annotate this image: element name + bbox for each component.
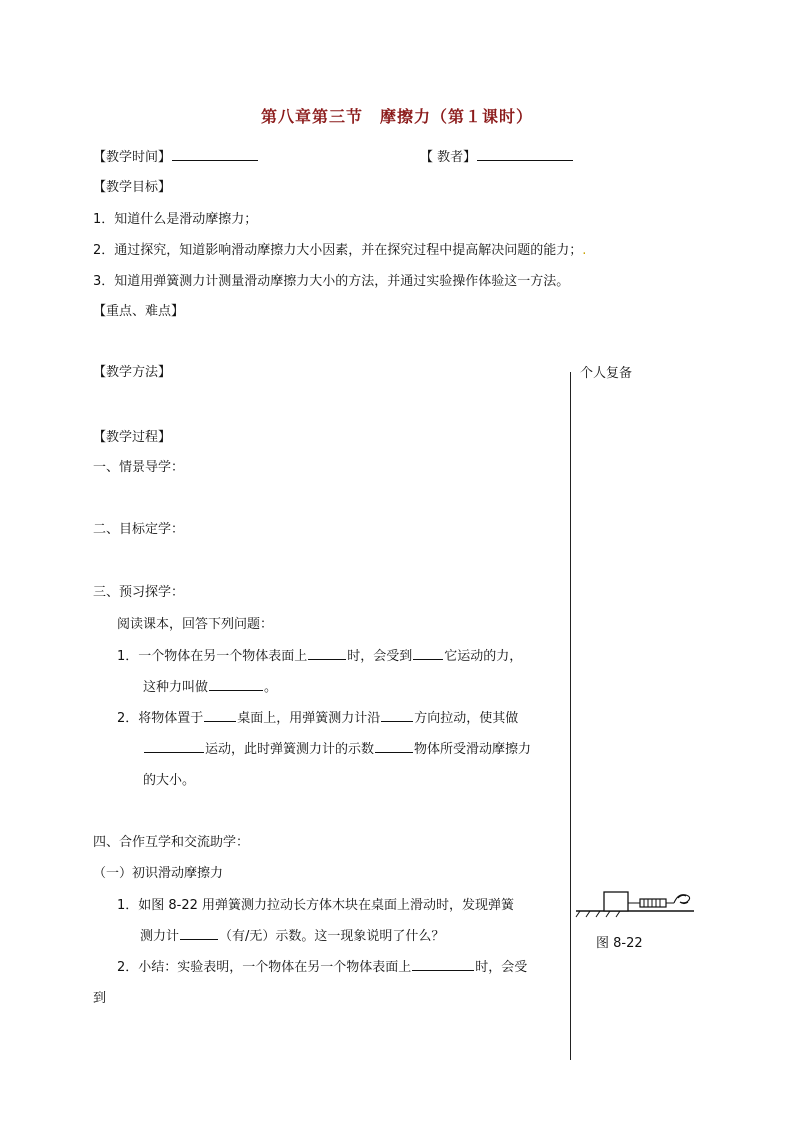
table-hatching <box>576 911 620 917</box>
process-heading: 【教学过程】 <box>93 430 172 445</box>
section-4: 四、合作互学和交流助学： <box>93 835 250 850</box>
goals-heading: 【教学目标】 <box>93 180 172 195</box>
wood-block <box>604 892 628 911</box>
teacher-blank[interactable] <box>477 159 573 161</box>
preview-intro: 阅读课本，回答下列问题： <box>117 617 274 632</box>
q2-blank-2[interactable] <box>381 720 413 722</box>
spring-scale-figure <box>574 884 698 920</box>
section-3: 三、预习探学： <box>93 585 185 600</box>
teacher-row <box>420 146 574 165</box>
teaching-time-label: 【教学时间】 <box>93 150 172 165</box>
page-title: 第八章第三节 摩擦力（第１课时） <box>260 107 533 126</box>
preview-q1: 1．一个物体在另一个物体表面上 时，会受到 它运动的力， <box>117 649 523 664</box>
preview-q2-line3: 的大小。 <box>143 773 196 788</box>
goal-item-2: 2．通过探究，知道影响滑动摩擦力大小因素，并在探究过程中提高解决问题的能力；. <box>93 243 587 258</box>
section-1: 一、情景导学： <box>93 460 185 475</box>
hand-icon <box>674 895 690 904</box>
coop-p2-line2: 到 <box>93 991 107 1006</box>
teaching-time-blank[interactable] <box>172 159 258 161</box>
teacher-label: 【 教者】 <box>420 150 477 165</box>
goal-item-1: 1．知道什么是滑动摩擦力； <box>93 212 258 227</box>
side-divider <box>570 372 571 1060</box>
q1-blank-1[interactable] <box>308 658 346 660</box>
q2-blank-1[interactable] <box>204 720 236 722</box>
coop-p2-blank[interactable] <box>412 969 474 971</box>
figure-caption: 图 8-22 <box>596 936 643 951</box>
coop-p1-line2: 测力计 （有/无）示数。这一现象说明了什么？ <box>140 929 445 944</box>
coop-p1-blank[interactable] <box>180 938 218 940</box>
q2-blank-4[interactable] <box>375 751 413 753</box>
goal-item-3: 3．知道用弹簧测力计测量滑动摩擦力大小的方法，并通过实验操作体验这一方法。 <box>93 274 570 289</box>
section-2: 二、目标定学： <box>93 522 185 537</box>
q2-blank-3[interactable] <box>144 751 204 753</box>
coop-p1: 1．如图 8-22 用弹簧测力拉动长方体木块在桌面上滑动时，发现弹簧 <box>117 898 515 913</box>
side-notes-heading: 个人复备 <box>580 366 633 381</box>
key-points-heading: 【重点、难点】 <box>93 304 185 319</box>
q1-blank-3[interactable] <box>209 689 263 691</box>
method-heading: 【教学方法】 <box>93 365 172 380</box>
q1-blank-2[interactable] <box>413 658 443 660</box>
preview-q2: 2．将物体置于 桌面上，用弹簧测力计沿 方向拉动，使其做 <box>117 711 519 726</box>
teaching-time-row <box>93 146 259 165</box>
coop-p2: 2．小结：实验表明，一个物体在另一个物体表面上 时，会受 <box>117 960 528 975</box>
preview-q2-line2: 运动，此时弹簧测力计的示数 物体所受滑动摩擦力 <box>143 738 531 757</box>
subsection-1: （一）初识滑动摩擦力 <box>93 866 224 881</box>
preview-q1-line2: 这种力叫做 。 <box>143 680 278 695</box>
